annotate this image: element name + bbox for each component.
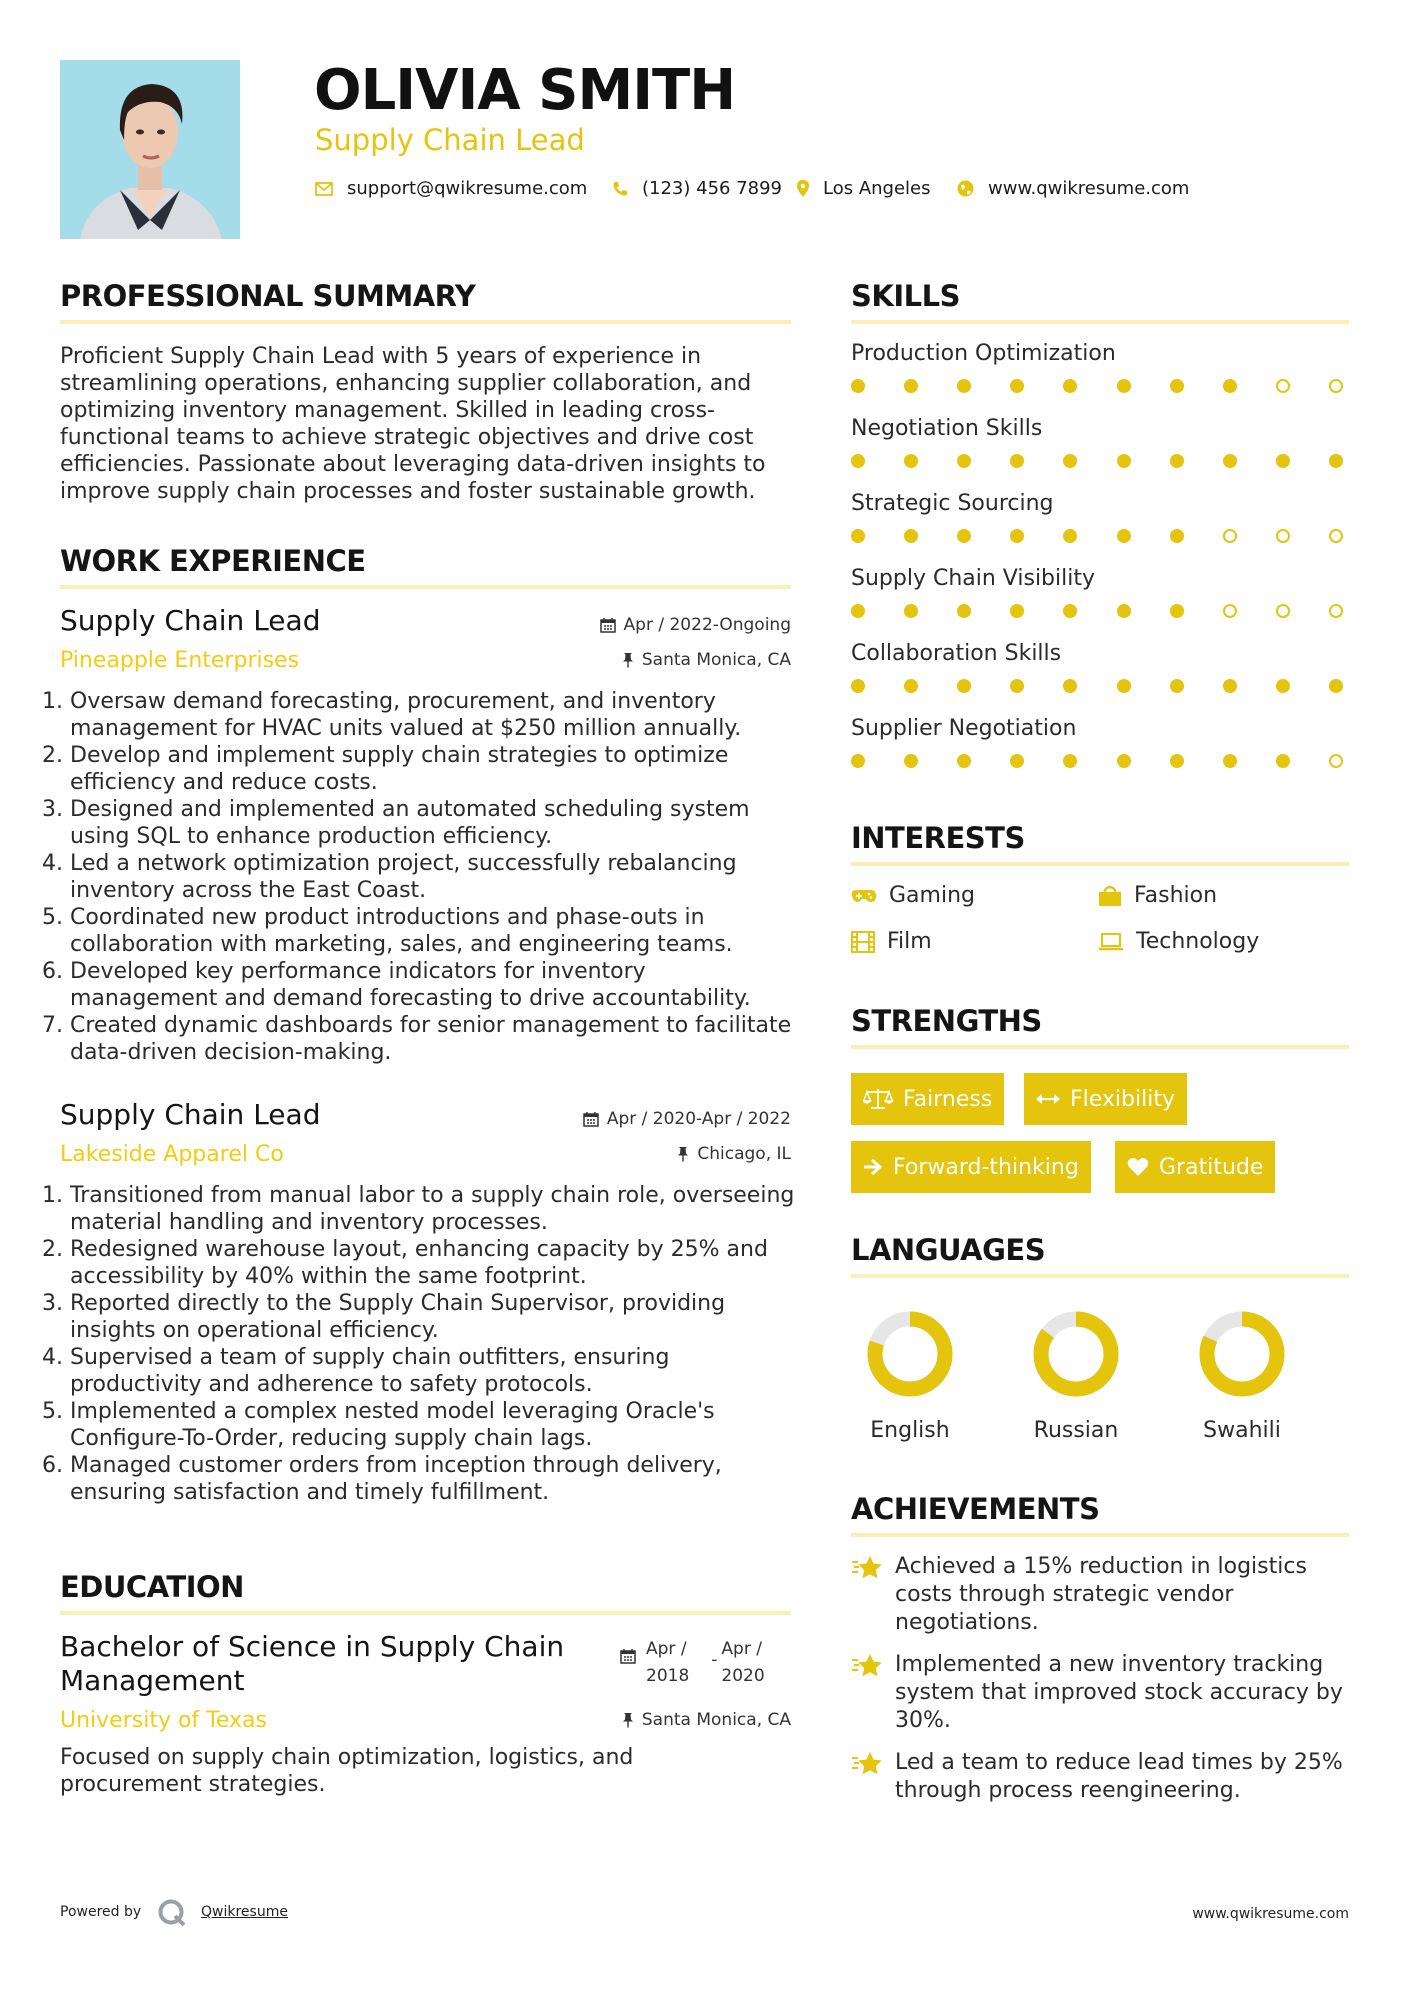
- rating-dot-empty: [1329, 529, 1343, 543]
- rating-dot-empty: [1276, 379, 1290, 393]
- bullet-item: 5. Coordinated new product introductions and phase-outs in collaboration with marketing, sales, and engineering teams.: [70, 904, 797, 958]
- rating-dot-empty: [1223, 529, 1237, 543]
- rating-dot-filled: [1329, 679, 1343, 693]
- skill-item: [851, 716, 1351, 791]
- phone-text: (123) 456 7899: [642, 178, 783, 199]
- job-location: Chicago, IL: [677, 1144, 791, 1164]
- skill-item: [851, 641, 1351, 716]
- language-name: Russian: [1033, 1418, 1119, 1443]
- rating-dot-filled: [851, 604, 865, 618]
- skill-rating: [851, 604, 1343, 618]
- skill-name: Production Optimization: [851, 341, 1116, 366]
- phone-icon: [612, 181, 628, 197]
- languages-row: [840, 1306, 1350, 1446]
- language-name: English: [870, 1418, 950, 1443]
- rating-dot-filled: [1223, 454, 1237, 468]
- rating-dot-filled: [1010, 379, 1024, 393]
- skill-name: Strategic Sourcing: [851, 491, 1054, 516]
- rating-dot-empty: [1329, 379, 1343, 393]
- education-heading: EDUCATION: [60, 1570, 244, 1604]
- skill-name: Negotiation Skills: [851, 416, 1043, 441]
- achievement-item: [851, 1749, 1347, 1805]
- language-item: [1006, 1306, 1146, 1443]
- rating-dot-filled: [1170, 379, 1184, 393]
- rating-dot-filled: [1223, 679, 1237, 693]
- rating-dot-filled: [1117, 379, 1131, 393]
- rating-dot-filled: [851, 679, 865, 693]
- skill-item: [851, 341, 1351, 416]
- strength-fairness: Fairness: [851, 1073, 1004, 1125]
- star-icon: [851, 1555, 883, 1581]
- brand-link[interactable]: Qwikresume: [201, 1904, 288, 1920]
- language-donut: [1006, 1306, 1146, 1406]
- summary-heading: PROFESSIONAL SUMMARY: [60, 279, 476, 313]
- skills-list: [851, 341, 1351, 791]
- rating-dot-filled: [1223, 379, 1237, 393]
- film-icon: [851, 931, 875, 953]
- rating-dot-filled: [1117, 679, 1131, 693]
- skills-heading: SKILLS: [851, 279, 960, 313]
- rating-dot-filled: [957, 679, 971, 693]
- rating-dot-filled: [1170, 679, 1184, 693]
- edu-dash: -: [711, 1650, 718, 1670]
- edu-start: Apr / 2018: [646, 1639, 690, 1686]
- rating-dot-empty: [1223, 604, 1237, 618]
- rating-dot-filled: [904, 379, 918, 393]
- pushpin-icon: [622, 1712, 634, 1728]
- rating-dot-filled: [1170, 754, 1184, 768]
- rating-dot-empty: [1329, 604, 1343, 618]
- bullet-item: 6. Managed customer orders from inception through delivery, ensuring satisfaction and timely fulfillment.: [70, 1452, 797, 1506]
- language-item: [840, 1306, 980, 1443]
- rating-dot-filled: [957, 604, 971, 618]
- skill-rating: [851, 529, 1343, 543]
- degree-title: Bachelor of Science in Supply Chain Management: [60, 1630, 565, 1697]
- balance-scale-icon: [863, 1087, 893, 1111]
- rating-dot-filled: [1276, 754, 1290, 768]
- globe-icon: [957, 180, 974, 197]
- job-date: Apr / 2020-Apr / 2022: [583, 1109, 791, 1129]
- contact-email[interactable]: [315, 178, 587, 199]
- contact-phone[interactable]: [612, 178, 782, 199]
- language-item: [1172, 1306, 1312, 1443]
- pushpin-icon: [622, 652, 634, 668]
- rating-dot-filled: [851, 754, 865, 768]
- bullet-item: 4. Led a network optimization project, successfully rebalancing inventory across the East Coast.: [70, 850, 797, 904]
- achievement-text: Led a team to reduce lead times by 25% through process reengineering.: [895, 1750, 1343, 1803]
- bullet-item: 2. Develop and implement supply chain strategies to optimize efficiency and reduce costs.: [70, 742, 797, 796]
- shopping-bag-icon: [1098, 885, 1122, 907]
- rating-dot-filled: [1329, 454, 1343, 468]
- interest-fashion: Fashion: [1098, 883, 1217, 908]
- rating-dot-filled: [851, 379, 865, 393]
- rating-dot-filled: [1010, 604, 1024, 618]
- calendar-icon: [583, 1111, 599, 1127]
- rating-dot-filled: [1170, 604, 1184, 618]
- job-company: Lakeside Apparel Co: [60, 1142, 284, 1167]
- rating-dot-empty: [1329, 754, 1343, 768]
- job-title: Supply Chain Lead: [60, 1098, 321, 1131]
- rating-dot-filled: [904, 754, 918, 768]
- bullet-item: 3. Designed and implemented an automated scheduling system using SQL to enhance production efficiency.: [70, 796, 797, 850]
- bullet-item: 6. Developed key performance indicators for inventory management and demand forecasting to drive accountability.: [70, 958, 797, 1012]
- interest-technology: Technology: [1098, 929, 1259, 954]
- rating-dot-filled: [1063, 679, 1077, 693]
- calendar-icon: [620, 1648, 636, 1664]
- powered-by-label: Powered by: [60, 1904, 142, 1920]
- language-name: Swahili: [1203, 1418, 1281, 1443]
- skill-item: [851, 566, 1351, 641]
- achievement-item: [851, 1553, 1347, 1637]
- achievements-divider: [851, 1533, 1349, 1537]
- skill-rating: [851, 754, 1343, 768]
- rating-dot-filled: [1010, 529, 1024, 543]
- bullet-item: 7. Created dynamic dashboards for senior management to facilitate data-driven decision-making.: [70, 1012, 797, 1066]
- rating-dot-filled: [1010, 679, 1024, 693]
- bullet-item: 2. Redesigned warehouse layout, enhancing capacity by 25% and accessibility by 40% within the same footprint.: [70, 1236, 797, 1290]
- envelope-icon: [315, 182, 333, 196]
- rating-dot-empty: [1276, 604, 1290, 618]
- laptop-icon: [1098, 933, 1124, 951]
- website-text: www.qwikresume.com: [988, 178, 1190, 199]
- strengths-heading: STRENGTHS: [851, 1004, 1042, 1038]
- skill-rating: [851, 379, 1343, 393]
- contact-location: [797, 178, 931, 199]
- star-icon: [851, 1751, 883, 1777]
- achievements-list: [851, 1553, 1347, 1819]
- rating-dot-filled: [957, 529, 971, 543]
- bullet-item: 1. Oversaw demand forecasting, procurement, and inventory management for HVAC units valued at $250 million annually.: [70, 688, 797, 742]
- arrows-horizontal-icon: [1036, 1092, 1060, 1106]
- work-divider: [60, 585, 791, 589]
- summary-text: Proficient Supply Chain Lead with 5 years of experience in streamlining operations, enhancing supplier collaboration, and optimizing inventory management. Skilled in leading cross-functional teams to achieve strategic objectives and drive cost efficiencies. Passionate about leveraging data-driven insights to improve supply chain processes and foster sustainable growth.: [60, 344, 766, 504]
- education-date: [620, 1636, 765, 1690]
- star-icon: [851, 1653, 883, 1679]
- gamepad-icon: [851, 888, 877, 904]
- rating-dot-filled: [957, 379, 971, 393]
- rating-dot-filled: [1117, 454, 1131, 468]
- interest-gaming: Gaming: [851, 883, 975, 908]
- candidate-role: Supply Chain Lead: [315, 123, 585, 157]
- contact-website[interactable]: [957, 178, 1189, 199]
- achievement-text: Implemented a new inventory tracking system that improved stock accuracy by 30%.: [895, 1652, 1343, 1733]
- strengths-divider: [851, 1045, 1349, 1049]
- rating-dot-filled: [851, 529, 865, 543]
- job-bullets: [52, 688, 797, 1066]
- education-location: Santa Monica, CA: [622, 1710, 791, 1730]
- skill-item: [851, 416, 1351, 491]
- rating-dot-filled: [1010, 454, 1024, 468]
- rating-dot-filled: [904, 454, 918, 468]
- rating-dot-filled: [851, 454, 865, 468]
- school-name: University of Texas: [60, 1708, 267, 1733]
- education-description: Focused on supply chain optimization, logistics, and procurement strategies.: [60, 1745, 634, 1797]
- bullet-item: 4. Supervised a team of supply chain outfitters, ensuring productivity and adherence to safety protocols.: [70, 1344, 797, 1398]
- candidate-name: OLIVIA SMITH: [314, 58, 736, 123]
- education-divider: [60, 1611, 791, 1615]
- rating-dot-filled: [904, 604, 918, 618]
- skill-name: Collaboration Skills: [851, 641, 1062, 666]
- interests-heading: INTERESTS: [851, 821, 1025, 855]
- rating-dot-filled: [1063, 604, 1077, 618]
- skills-divider: [851, 320, 1349, 324]
- skill-item: [851, 491, 1351, 566]
- rating-dot-filled: [1063, 454, 1077, 468]
- job-company: Pineapple Enterprises: [60, 648, 300, 673]
- rating-dot-filled: [904, 529, 918, 543]
- interest-film: Film: [851, 929, 932, 954]
- job-bullets: [52, 1182, 797, 1506]
- job-location: Santa Monica, CA: [622, 650, 791, 670]
- languages-heading: LANGUAGES: [851, 1233, 1046, 1267]
- location-text: Los Angeles: [823, 178, 931, 199]
- pushpin-icon: [677, 1146, 689, 1162]
- rating-dot-filled: [1063, 754, 1077, 768]
- arrow-right-icon: [863, 1158, 883, 1176]
- rating-dot-filled: [957, 454, 971, 468]
- rating-dot-filled: [1170, 529, 1184, 543]
- map-pin-icon: [797, 180, 809, 197]
- skill-rating: [851, 454, 1343, 468]
- strength-flexibility: Flexibility: [1024, 1073, 1187, 1125]
- rating-dot-filled: [1117, 604, 1131, 618]
- work-heading: WORK EXPERIENCE: [60, 544, 366, 578]
- bullet-item: 1. Transitioned from manual labor to a supply chain role, overseeing material handling and inventory processes.: [70, 1182, 797, 1236]
- job-date: Apr / 2022-Ongoing: [600, 615, 791, 635]
- job-title: Supply Chain Lead: [60, 604, 321, 637]
- interests-divider: [851, 862, 1349, 866]
- strength-gratitude: Gratitude: [1115, 1141, 1275, 1193]
- achievement-text: Achieved a 15% reduction in logistics costs through strategic vendor negotiations.: [895, 1554, 1307, 1635]
- rating-dot-filled: [1276, 454, 1290, 468]
- skill-name: Supply Chain Visibility: [851, 566, 1095, 591]
- calendar-icon: [600, 617, 616, 633]
- rating-dot-filled: [1010, 754, 1024, 768]
- rating-dot-filled: [1063, 529, 1077, 543]
- rating-dot-filled: [1117, 754, 1131, 768]
- language-donut: [1172, 1306, 1312, 1406]
- skill-rating: [851, 679, 1343, 693]
- rating-dot-filled: [904, 679, 918, 693]
- email-text: support@qwikresume.com: [347, 178, 588, 199]
- skill-name: Supplier Negotiation: [851, 716, 1077, 741]
- languages-divider: [851, 1274, 1349, 1278]
- rating-dot-filled: [1170, 454, 1184, 468]
- achievements-heading: ACHIEVEMENTS: [851, 1492, 1100, 1526]
- heart-icon: [1127, 1157, 1149, 1177]
- bullet-item: 3. Reported directly to the Supply Chain Supervisor, providing insights on operational efficiency.: [70, 1290, 797, 1344]
- rating-dot-empty: [1276, 529, 1290, 543]
- rating-dot-filled: [1276, 679, 1290, 693]
- rating-dot-filled: [1223, 754, 1237, 768]
- footer-site[interactable]: www.qwikresume.com: [1192, 1906, 1349, 1922]
- achievement-item: [851, 1651, 1347, 1735]
- summary-divider: [60, 320, 791, 324]
- rating-dot-filled: [957, 754, 971, 768]
- language-donut: [840, 1306, 980, 1406]
- qwikresume-logo-icon: [157, 1898, 187, 1932]
- strength-forward-thinking: Forward-thinking: [851, 1141, 1091, 1193]
- rating-dot-filled: [1117, 529, 1131, 543]
- profile-photo: [60, 60, 240, 239]
- bullet-item: 5. Implemented a complex nested model leveraging Oracle's Configure-To-Order, reducing supply chain lags.: [70, 1398, 797, 1452]
- rating-dot-filled: [1063, 379, 1077, 393]
- edu-end: Apr / 2020: [721, 1639, 765, 1686]
